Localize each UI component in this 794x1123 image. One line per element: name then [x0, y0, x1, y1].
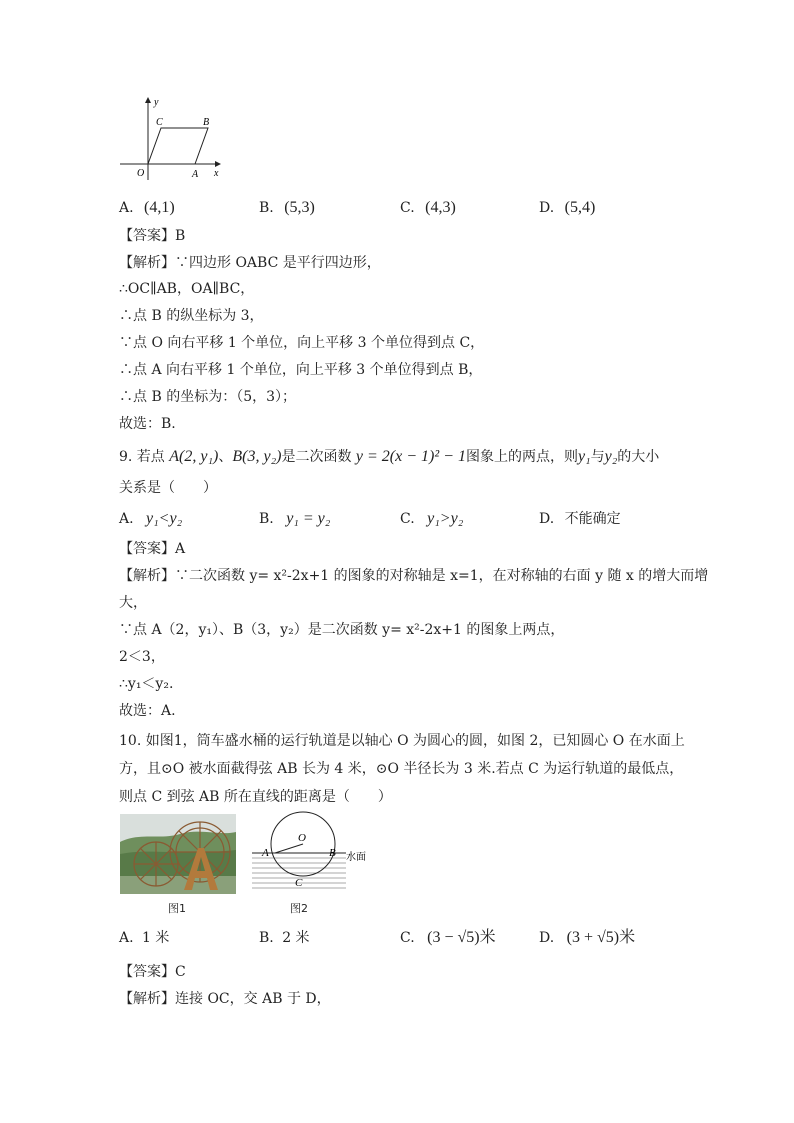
q10-option-d[interactable]: D. (3 + √5)米	[539, 929, 636, 946]
q8-answer: 【答案】B	[119, 228, 186, 244]
q9-analysis-line: 【解析】∵二次函数 y= x²-2x+1 的图象的对称轴是 x=1，在对称轴的右面 y 随 x 的增大而增	[119, 568, 709, 584]
label-a: A	[192, 169, 199, 180]
q9-analysis-line: ∴y₁＜y₂.	[119, 676, 174, 692]
label-o: O	[298, 832, 306, 844]
q8-analysis-line: 【解析】∵四边形 OABC 是平行四边形，	[119, 255, 381, 271]
q8-option-b[interactable]: B. (5,3)	[259, 199, 315, 216]
q9-answer: 【答案】A	[119, 541, 186, 557]
label-y: y	[154, 97, 159, 108]
q8-option-d[interactable]: D. (5,4)	[539, 199, 596, 216]
water-wheel-photo	[120, 814, 236, 894]
q8-option-a[interactable]: A. (4,1)	[119, 199, 175, 216]
q9-stem-line2: 关系是（ ）	[119, 480, 217, 496]
q9-option-b[interactable]: B. y₁ = y₂	[259, 510, 331, 527]
fig1-caption: 图1	[168, 902, 186, 915]
circle-water-figure	[250, 810, 380, 896]
label-water: 水面	[346, 852, 366, 863]
label-c: C	[156, 117, 163, 128]
label-c: C	[295, 877, 303, 889]
label-x: x	[214, 168, 219, 179]
label-a: A	[262, 847, 269, 859]
q8-analysis-line: ∴点 B 的坐标为：（5，3）；	[119, 389, 297, 405]
q9-analysis-line: ∵点 A（2，y₁）、B（3，y₂）是二次函数 y= x²-2x+1 的图象上两点，	[119, 622, 565, 638]
label-b: B	[203, 117, 210, 128]
q9-option-d[interactable]: D. 不能确定	[539, 511, 621, 527]
q9-analysis-line: 大，	[119, 595, 147, 611]
q8-option-c[interactable]: C. (4,3)	[400, 199, 456, 216]
q9-option-c[interactable]: C. y₁>y₂	[400, 510, 464, 527]
radius-oa	[275, 844, 303, 853]
q10-option-b[interactable]: B. 2 米	[259, 930, 310, 946]
q8-analysis-line: ∴点 A 向右平移 1 个单位，向上平移 3 个单位得到点 B，	[119, 362, 483, 378]
q10-stem-line: 10. 如图1，筒车盛水桶的运行轨道是以轴心 O 为圆心的圆，如图 2，已知圆心 O 在水面上	[119, 733, 685, 749]
q9-stem: 9. 若点 A(2, y₁)、B(3, y₂)是二次函数 y = 2(x − 1)² − 1图象上的两点，则y₁与y₂的大小	[119, 448, 660, 465]
q10-option-a[interactable]: A. 1 米	[119, 930, 170, 946]
q8-analysis-line: ∴点 B 的纵坐标为 3，	[119, 308, 264, 324]
q9-analysis-line: 2＜3，	[119, 649, 165, 665]
q9-analysis-line: 故选：A.	[119, 703, 176, 719]
parallelogram-oabc	[148, 128, 208, 164]
q9-option-a[interactable]: A. y₁<y₂	[119, 510, 183, 527]
q10-stem-line: 方，且⊙O 被水面截得弦 AB 长为 4 米，⊙O 半径长为 3 米.若点 C 为运行轨道的最低点，	[119, 761, 684, 777]
fig2-caption: 图2	[290, 902, 308, 915]
label-b: B	[329, 847, 336, 859]
q8-analysis-line: ∵点 O 向右平移 1 个单位，向上平移 3 个单位得到点 C，	[119, 335, 485, 351]
parallelogram-figure	[116, 94, 226, 182]
q10-option-c[interactable]: C. (3 − √5)米	[400, 929, 496, 946]
q10-answer: 【答案】C	[119, 964, 186, 980]
q10-analysis-line: 【解析】连接 OC，交 AB 于 D，	[119, 991, 331, 1007]
q8-analysis-line: ∴OC∥AB，OA∥BC，	[119, 281, 255, 297]
q8-analysis-line: 故选：B.	[119, 416, 176, 432]
q10-stem-line: 则点 C 到弦 AB 所在直线的距离是（ ）	[119, 789, 392, 805]
label-o: O	[137, 168, 145, 179]
